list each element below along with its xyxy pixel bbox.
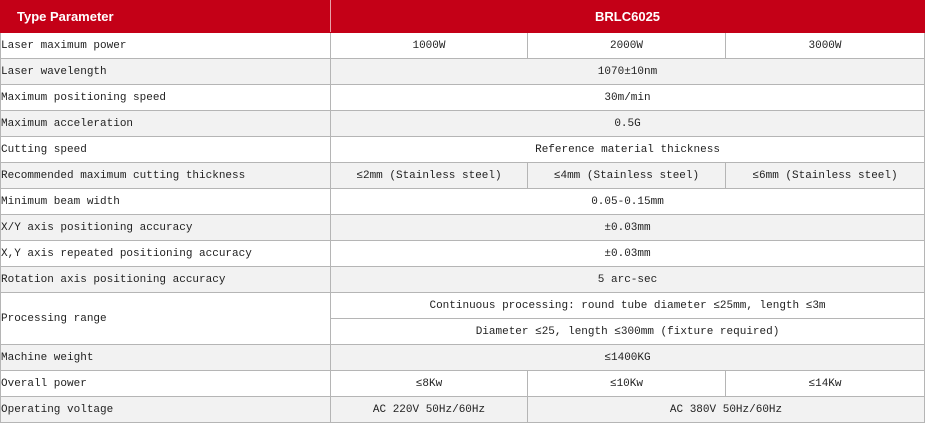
table-row — [1, 241, 925, 267]
table-row — [1, 267, 925, 293]
row-label: Processing range — [1, 293, 331, 345]
row-label: Rotation axis positioning accuracy — [1, 267, 331, 293]
table-row — [1, 371, 925, 397]
row-value: AC 380V 50Hz/60Hz — [528, 397, 925, 423]
row-value: ±0.03mm — [331, 215, 925, 241]
row-value: ≤1400KG — [331, 345, 925, 371]
table-row — [1, 85, 925, 111]
row-label: Cutting speed — [1, 137, 331, 163]
table-row — [1, 189, 925, 215]
row-value: ≤10Kw — [528, 371, 726, 397]
table-row — [1, 163, 925, 189]
table-row — [1, 397, 925, 423]
table-row — [1, 59, 925, 85]
row-value: ≤8Kw — [331, 371, 528, 397]
header-type-parameter: Type Parameter — [1, 1, 331, 33]
row-value: AC 220V 50Hz/60Hz — [331, 397, 528, 423]
row-value: ±0.03mm — [331, 241, 925, 267]
row-label: Minimum beam width — [1, 189, 331, 215]
row-value: ≤2mm (Stainless steel) — [331, 163, 528, 189]
row-value: 0.05-0.15mm — [331, 189, 925, 215]
table-header-row — [1, 1, 925, 33]
table-row — [1, 293, 925, 319]
row-value: Continuous processing: round tube diameter ≤25mm, length ≤3m — [331, 293, 925, 319]
row-value: 2000W — [528, 33, 726, 59]
row-value: Diameter ≤25, length ≤300mm (fixture required) — [331, 319, 925, 345]
row-value: 1000W — [331, 33, 528, 59]
row-label: Laser maximum power — [1, 33, 331, 59]
row-label: Overall power — [1, 371, 331, 397]
table-row — [1, 345, 925, 371]
row-value: 30m/min — [331, 85, 925, 111]
row-label: Laser wavelength — [1, 59, 331, 85]
row-label: Maximum acceleration — [1, 111, 331, 137]
row-value: ≤4mm (Stainless steel) — [528, 163, 726, 189]
row-value: 1070±10nm — [331, 59, 925, 85]
table-row — [1, 33, 925, 59]
row-value: 0.5G — [331, 111, 925, 137]
row-label: Machine weight — [1, 345, 331, 371]
header-model-name: BRLC6025 — [331, 1, 925, 33]
row-value: ≤14Kw — [726, 371, 925, 397]
row-label: X/Y axis positioning accuracy — [1, 215, 331, 241]
row-label: Maximum positioning speed — [1, 85, 331, 111]
table-row — [1, 215, 925, 241]
row-value: 3000W — [726, 33, 925, 59]
row-label: X,Y axis repeated positioning accuracy — [1, 241, 331, 267]
row-label: Operating voltage — [1, 397, 331, 423]
row-label: Recommended maximum cutting thickness — [1, 163, 331, 189]
table-row — [1, 111, 925, 137]
row-value: 5 arc-sec — [331, 267, 925, 293]
row-value: ≤6mm (Stainless steel) — [726, 163, 925, 189]
row-value: Reference material thickness — [331, 137, 925, 163]
table-row — [1, 137, 925, 163]
